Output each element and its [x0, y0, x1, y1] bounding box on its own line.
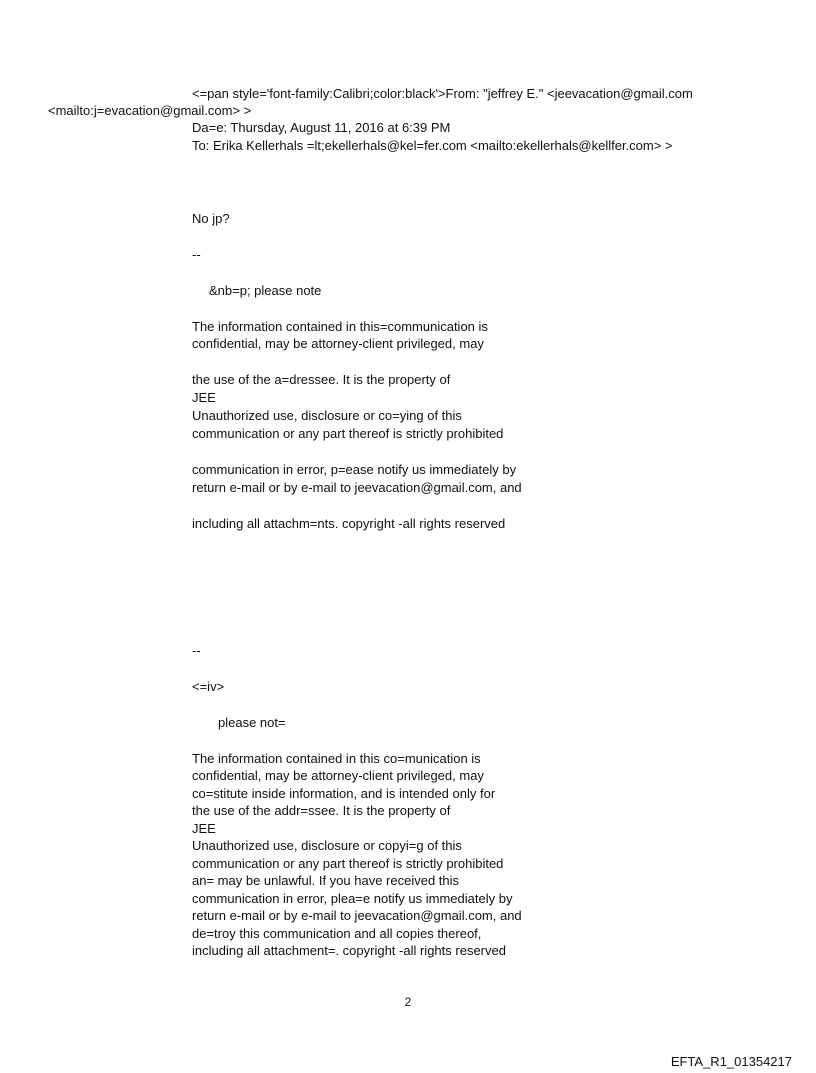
disclaimer1-line: including all attachm=nts. copyright -all rights reserved	[192, 516, 506, 531]
header-from-line: <=pan style='font-family:Calibri;color:black'>From: "jeffrey E." <jeevacation@gmail.com	[192, 86, 693, 101]
disclaimer2-line: The information contained in this co=munication is	[192, 751, 481, 766]
disclaimer2-line: communication or any part thereof is strictly prohibited	[192, 856, 504, 871]
message-text: No jp?	[192, 211, 230, 226]
disclaimer2-line: return e-mail or by e-mail to jeevacation@gmail.com, and	[192, 908, 522, 923]
disclaimer2-line: including all attachment=. copyright -all rights reserved	[192, 943, 506, 958]
disclaimer2-line: an= may be unlawful. If you have received this	[192, 873, 460, 888]
note-2: please not=	[218, 715, 286, 730]
separator-1: --	[192, 247, 201, 262]
div-tag-text: <=iv>	[192, 679, 225, 694]
bates-number: EFTA_R1_01354217	[670, 1054, 792, 1069]
header-mailto-line: <mailto:j=evacation@gmail.com> >	[48, 103, 252, 118]
disclaimer1-line: the use of the a=dressee. It is the property of	[192, 372, 451, 387]
disclaimer2-line: communication in error, plea=e notify us immediately by	[192, 891, 513, 906]
disclaimer2-line: co=stitute inside information, and is intended only for	[192, 786, 496, 801]
disclaimer2-line: the use of the addr=ssee. It is the property of	[192, 803, 451, 818]
disclaimer1-line: The information contained in this=communication is	[192, 319, 488, 334]
disclaimer1-line: communication in error, p=ease notify us immediately by	[192, 462, 517, 477]
disclaimer1-line: JEE	[192, 390, 216, 405]
disclaimer2-line: JEE	[192, 821, 216, 836]
note-1: &nb=p; please note	[209, 283, 322, 298]
page-number: 2	[404, 995, 412, 1009]
header-date-line: Da=e: Thursday, August 11, 2016 at 6:39 PM	[192, 120, 451, 135]
disclaimer1-line: Unauthorized use, disclosure or co=ying of this	[192, 408, 462, 423]
header-to-line: To: Erika Kellerhals =lt;ekellerhals@kel=fer.com <mailto:ekellerhals@kellfer.com> >	[192, 138, 673, 153]
disclaimer1-line: communication or any part thereof is strictly prohibited	[192, 426, 504, 441]
disclaimer1-line: return e-mail or by e-mail to jeevacation@gmail.com, and	[192, 480, 522, 495]
disclaimer1-line: confidential, may be attorney-client privileged, may	[192, 336, 484, 351]
disclaimer2-line: de=troy this communication and all copies thereof,	[192, 926, 482, 941]
disclaimer2-line: confidential, may be attorney-client privileged, may	[192, 768, 484, 783]
disclaimer2-line: Unauthorized use, disclosure or copyi=g of this	[192, 838, 462, 853]
separator-2: --	[192, 643, 201, 658]
